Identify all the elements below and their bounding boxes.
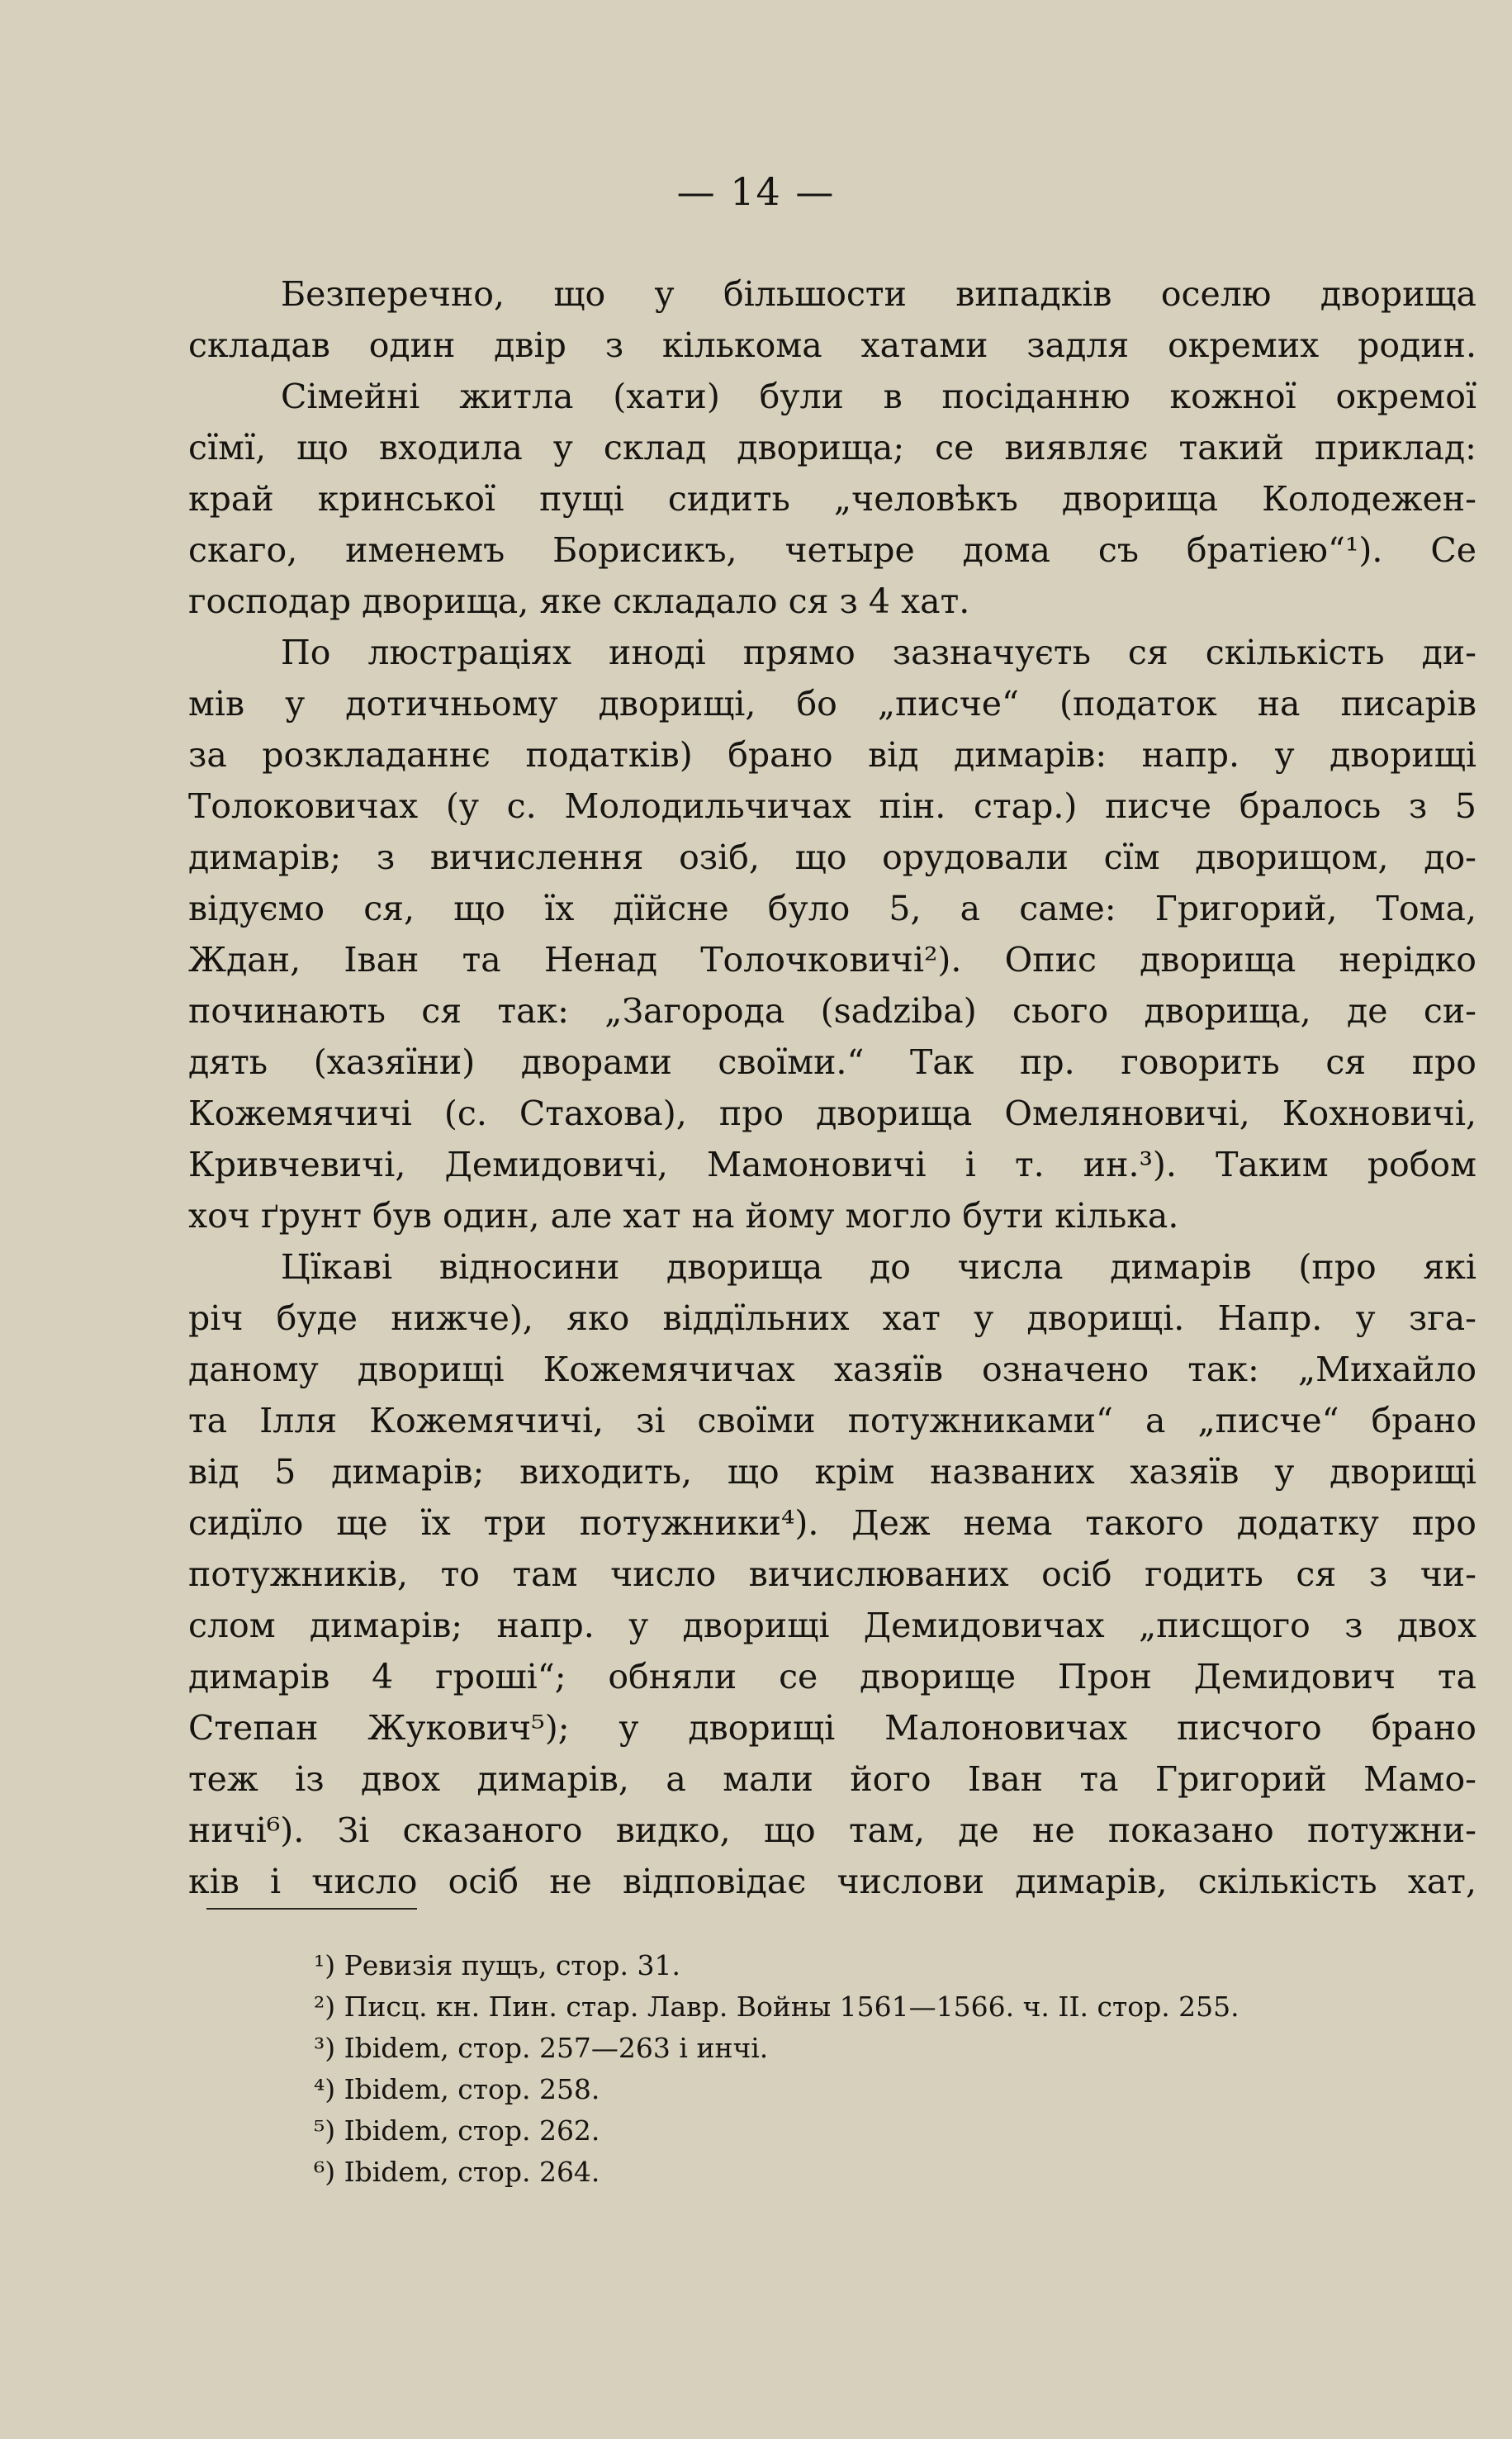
text-line: починають ся так: „Загорода (sadziba) сього дворища, де си- xyxy=(188,991,1476,1031)
footnote: ⁴) Ibidem, стор. 258. xyxy=(314,2073,600,2105)
text-line: відуємо ся, що їх дїйсне було 5, а саме: Григорий, Тома, xyxy=(188,889,1476,928)
text-line: сидїло ще їх три потужники⁴). Деж нема такого додатку про xyxy=(188,1503,1476,1543)
text-line: Толоковичах (у с. Молодильчичах пін. стар.) писче бралось з 5 xyxy=(188,786,1476,826)
text-line: від 5 димарів; виходить, що крім названих хазяїв у дворищі xyxy=(188,1452,1476,1492)
text-line: хоч ґрунт був один, але хат на йому могло бути кілька. xyxy=(188,1196,1179,1236)
text-line: теж із двох димарів, а мали його Іван та Григорий Мамо- xyxy=(188,1759,1476,1799)
text-line: димарів; з вичислення озіб, що орудовали сїм дворищом, до- xyxy=(188,838,1476,877)
text-line: По люстраціях иноді прямо зазначуєть ся скількість ди- xyxy=(281,633,1476,672)
text-line: дять (хазяїни) дворами своїми.“ Так пр. говорить ся про xyxy=(188,1042,1476,1082)
text-line: край кринської пущі сидить „человѣкъ дворища Колодежен- xyxy=(188,479,1476,519)
text-line: Кривчевичі, Демидовичі, Мамоновичі і т. ин.³). Таким робом xyxy=(188,1145,1476,1184)
text-line: за розкладаннє податків) брано від димарів: напр. у дворищі xyxy=(188,735,1476,775)
text-line: ничі⁶). Зі сказаного видко, що там, де не показано потужни- xyxy=(188,1810,1476,1850)
text-line: складав один двір з кількома хатами задля окремих родин. xyxy=(188,325,1476,365)
text-line: даному дворищі Кожемячичах хазяїв означено так: „Михайло xyxy=(188,1350,1476,1389)
footnote: ⁶) Ibidem, стор. 264. xyxy=(314,2156,600,2188)
text-line: сїмї, що входила у склад дворища; се виявляє такий приклад: xyxy=(188,428,1476,467)
text-line: Безперечно, що у більшости випадків оселю дворища xyxy=(281,274,1476,314)
footnote: ⁵) Ibidem, стор. 262. xyxy=(314,2114,600,2147)
footnote: ³) Ibidem, стор. 257—263 і инчі. xyxy=(314,2032,769,2064)
text-line: Ждан, Іван та Ненад Толочковичі²). Опис дворища нерідко xyxy=(188,940,1476,980)
text-line: та Ілля Кожемячичі, зі своїми потужниками“ а „писче“ брано xyxy=(188,1401,1476,1440)
text-line: скаго, именемъ Борисикъ, четыре дома съ братіею“¹). Се xyxy=(188,530,1476,570)
text-line: Степан Жукович⁵); у дворищі Малоновичах писчого брано xyxy=(188,1708,1476,1748)
footnote: ¹) Ревизія пущъ, стор. 31. xyxy=(314,1949,681,1981)
text-line: ків і число осіб не відповідає числови димарів, скількість хат, xyxy=(188,1862,1476,1901)
body-text xyxy=(188,268,1476,1907)
text-line: Цїкаві відносини дворища до числа димарів (про які xyxy=(281,1247,1476,1287)
footnotes xyxy=(314,1945,1453,2193)
text-line: потужників, то там число вичислюваних осіб годить ся з чи- xyxy=(188,1554,1476,1594)
text-line: Кожемячичі (с. Стахова), про дворища Омеляновичі, Кохновичі, xyxy=(188,1094,1476,1133)
text-line: річ буде нижче), яко віддїльних хат у дворищі. Напр. у зга- xyxy=(188,1298,1476,1338)
page-number: — 14 — xyxy=(676,169,836,214)
text-line: Сімейні житла (хати) були в посіданню кожної окремої xyxy=(281,377,1476,416)
text-line: слом димарів; напр. у дворищі Демидовичах „писщого з двох xyxy=(188,1606,1476,1645)
footnote-divider xyxy=(206,1908,417,1910)
footnote: ²) Писц. кн. Пин. стар. Лавр. Войны 1561—1566. ч. II. стор. 255. xyxy=(314,1991,1239,2023)
text-line: господар дворища, яке складало ся з 4 хат. xyxy=(188,581,970,621)
text-line: димарів 4 гроші“; обняли се дворище Прон Демидович та xyxy=(188,1657,1476,1696)
text-line: мів у дотичньому дворищі, бо „писче“ (податок на писарів xyxy=(188,684,1476,724)
